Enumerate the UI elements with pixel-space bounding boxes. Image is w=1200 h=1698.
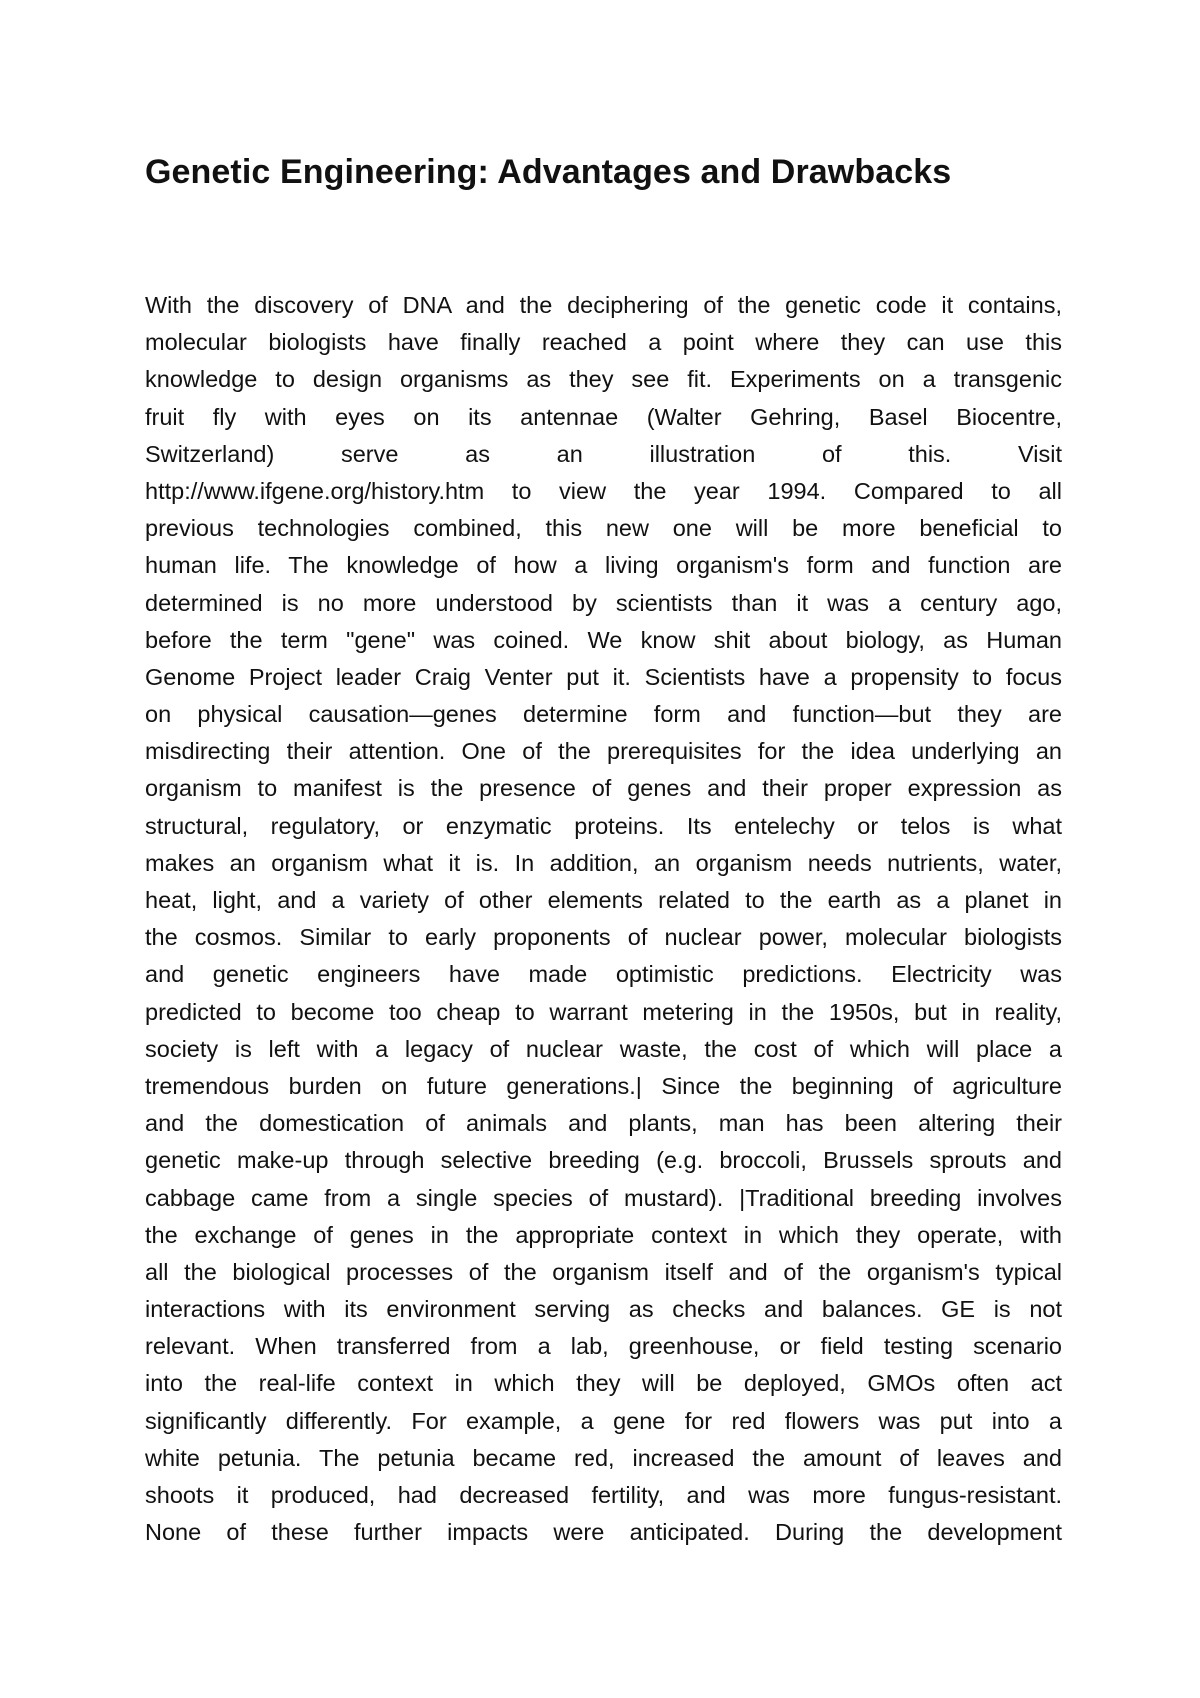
body-line: into the real-life context in which they will be deployed, GMOs often act <box>145 1370 1062 1397</box>
body-line: fruit fly with eyes on its antennae (Walter Gehring, Basel Biocentre, <box>145 403 1062 430</box>
document-body <box>145 287 1062 1551</box>
body-line: and the domestication of animals and plants, man has been altering their <box>145 1110 1062 1137</box>
body-line: organism to manifest is the presence of genes and their proper expression as <box>145 775 1062 802</box>
body-line: human life. The knowledge of how a living organism's form and function are <box>145 552 1062 579</box>
body-line: and genetic engineers have made optimistic predictions. Electricity was <box>145 961 1062 988</box>
body-line: determined is no more understood by scientists than it was a century ago, <box>145 589 1062 616</box>
body-line: heat, light, and a variety of other elements related to the earth as a planet in <box>145 887 1062 913</box>
body-line: With the discovery of DNA and the deciphering of the genetic code it contains, <box>145 292 1062 318</box>
body-line: Switzerland) serve as an illustration of this. Visit <box>145 440 1062 467</box>
body-line: previous technologies combined, this new one will be more beneficial to <box>145 515 1062 542</box>
body-line: makes an organism what it is. In addition, an organism needs nutrients, water, <box>145 849 1062 876</box>
body-line: structural, regulatory, or enzymatic proteins. Its entelechy or telos is what <box>145 812 1062 839</box>
body-line: white petunia. The petunia became red, increased the amount of leaves and <box>145 1444 1062 1471</box>
body-line: significantly differently. For example, a gene for red flowers was put into a <box>145 1407 1062 1434</box>
body-line: interactions with its environment serving as checks and balances. GE is not <box>145 1296 1062 1323</box>
body-line: before the term "gene" was coined. We know shit about biology, as Human <box>145 626 1062 653</box>
body-line: relevant. When transferred from a lab, greenhouse, or field testing scenario <box>145 1333 1062 1360</box>
body-line: society is left with a legacy of nuclear waste, the cost of which will place a <box>145 1035 1062 1062</box>
body-line: http://www.ifgene.org/history.htm to view the year 1994. Compared to all <box>145 477 1062 504</box>
body-line: the exchange of genes in the appropriate context in which they operate, with <box>145 1221 1062 1248</box>
body-line: molecular biologists have finally reached a point where they can use this <box>145 329 1062 356</box>
body-line: genetic make-up through selective breeding (e.g. broccoli, Brussels sprouts and <box>145 1147 1062 1174</box>
body-line: on physical causation—genes determine form and function—but they are <box>145 701 1062 728</box>
body-line: Genome Project leader Craig Venter put it. Scientists have a propensity to focus <box>145 663 1062 690</box>
body-line: the cosmos. Similar to early proponents of nuclear power, molecular biologists <box>145 924 1062 951</box>
body-line: cabbage came from a single species of mustard). |Traditional breeding involves <box>145 1184 1062 1211</box>
body-line: predicted to become too cheap to warrant metering in the 1950s, but in reality, <box>145 998 1062 1025</box>
document-title: Genetic Engineering: Advantages and Drawbacks <box>145 153 952 191</box>
body-line: misdirecting their attention. One of the prerequisites for the idea underlying an <box>145 738 1062 765</box>
body-line: shoots it produced, had decreased fertility, and was more fungus-resistant. <box>145 1482 1062 1508</box>
body-line: None of these further impacts were anticipated. During the development <box>145 1519 1062 1546</box>
body-line: all the biological processes of the organism itself and of the organism's typical <box>145 1258 1062 1285</box>
body-line: knowledge to design organisms as they see fit. Experiments on a transgenic <box>145 366 1062 393</box>
body-line: tremendous burden on future generations.| Since the beginning of agriculture <box>145 1072 1062 1099</box>
